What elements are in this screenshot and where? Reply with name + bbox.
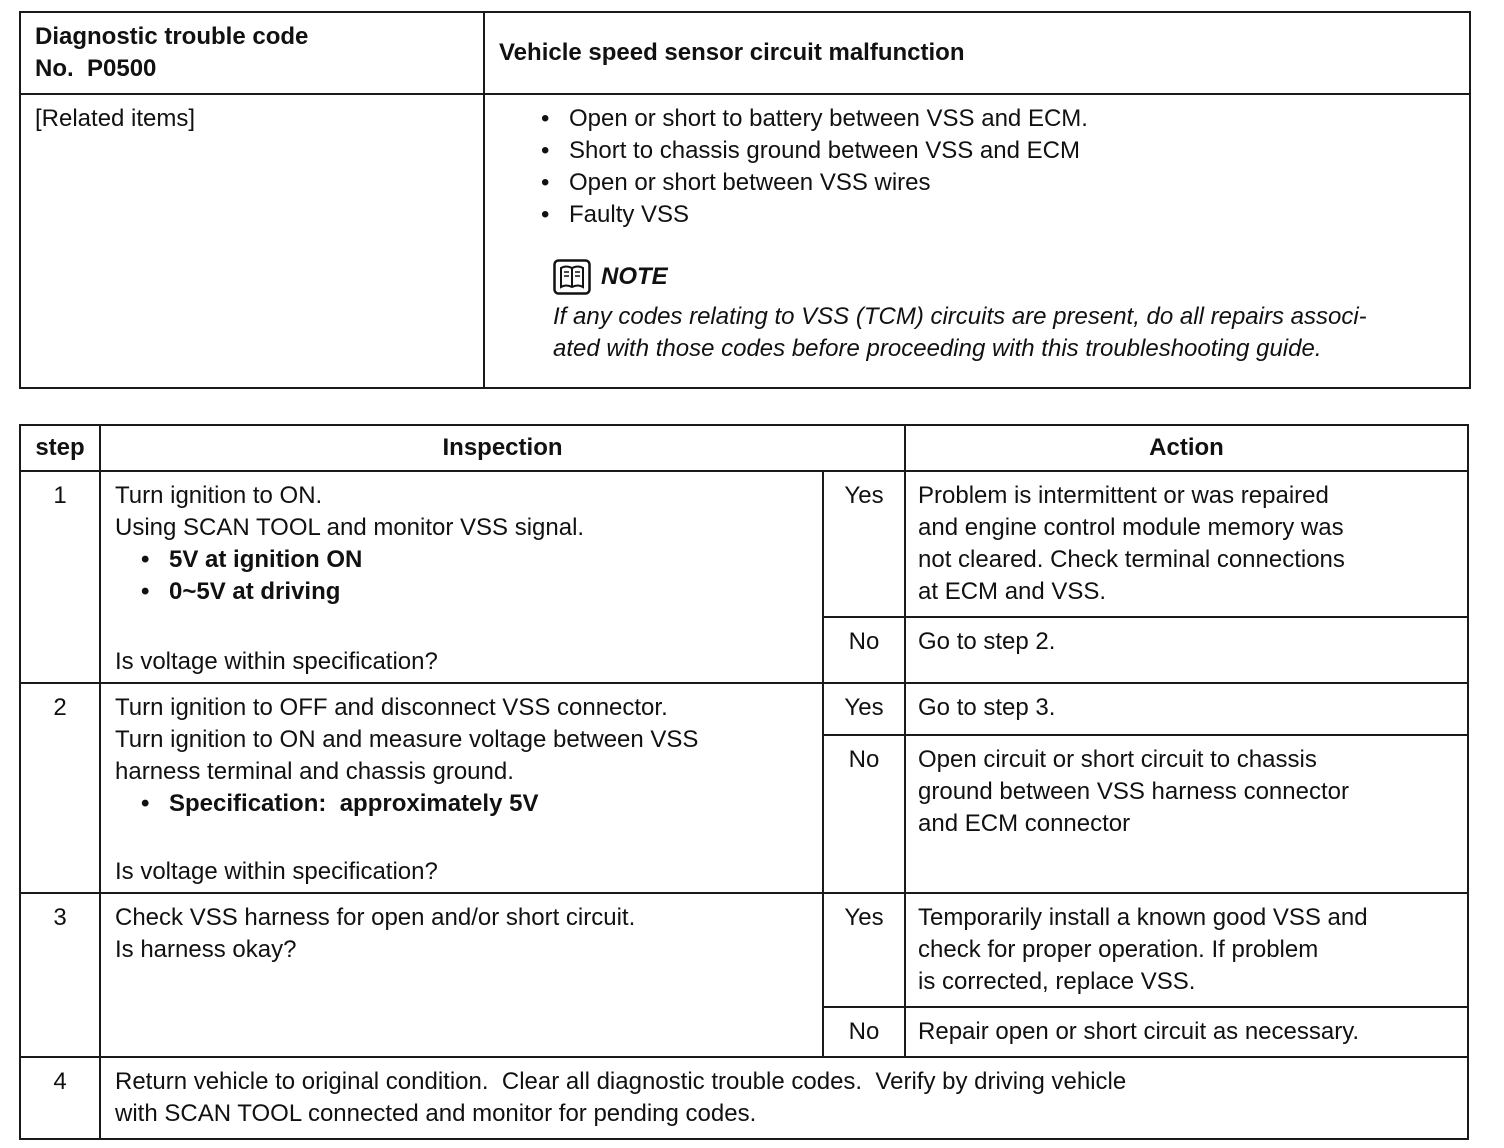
inspection-line: Turn ignition to OFF and disconnect VSS connector. (115, 694, 668, 721)
step-3-inspection (100, 893, 823, 1057)
action-line: ground between VSS harness connector (918, 777, 1349, 805)
inspection-line: harness terminal and chassis ground. (115, 758, 514, 785)
yes-action (905, 893, 1468, 1007)
book-icon (553, 259, 591, 295)
related-item: • Open or short between VSS wires (541, 167, 1455, 199)
yes-label: Yes (823, 471, 905, 617)
step-1-inspection (100, 471, 823, 683)
yes-action (905, 471, 1468, 617)
note-text-line-1: If any codes relating to VSS (TCM) circuits are present, do all repairs associ- (553, 303, 1367, 330)
step-number: 2 (20, 683, 100, 893)
yes-label: Yes (823, 683, 905, 735)
inspection-question: Is voltage within specification? (115, 858, 438, 885)
action-line: Repair open or short circuit as necessary. (918, 1018, 1360, 1045)
no-action (905, 735, 1468, 893)
action-line: Problem is intermittent or was repaired (918, 482, 1329, 509)
no-label: No (823, 1007, 905, 1057)
instruction-line: with SCAN TOOL connected and monitor for pending codes. (115, 1100, 757, 1127)
action-line: is corrected, replace VSS. (918, 968, 1196, 995)
no-label: No (823, 735, 905, 893)
step-number: 4 (20, 1057, 100, 1139)
spec-list (115, 788, 808, 820)
action-line: and ECM connector (918, 809, 1131, 837)
dtc-code-cell (20, 12, 484, 94)
action-line: Go to step 2. (918, 628, 1056, 655)
step-4-row (20, 1057, 1468, 1139)
step-4-instruction (100, 1057, 1468, 1139)
related-item: • Faulty VSS (541, 199, 1455, 231)
dtc-info-table (19, 11, 1471, 389)
action-line: Open circuit or short circuit to chassis (918, 745, 1317, 773)
note-title: NOTE (601, 263, 668, 290)
dtc-code: No. P0500 (35, 55, 157, 82)
no-label: No (823, 617, 905, 683)
spec-item: • 5V at ignition ON (141, 544, 808, 576)
action-line: not cleared. Check terminal connections (918, 546, 1345, 573)
spec-item: • Specification: approximately 5V (141, 788, 808, 820)
yes-label: Yes (823, 893, 905, 1007)
troubleshooting-table (19, 424, 1469, 1140)
step-3-yes-row (20, 893, 1468, 1007)
step-2-inspection (100, 683, 823, 893)
related-item: • Short to chassis ground between VSS and ECM (541, 135, 1455, 167)
no-action (905, 617, 1468, 683)
action-line: check for proper operation. If problem (918, 936, 1319, 963)
spec-item: • 0~5V at driving (141, 576, 808, 608)
step-2-yes-row (20, 683, 1468, 735)
table-header-row (20, 425, 1468, 471)
note-block (553, 257, 1455, 365)
related-items-list (499, 103, 1455, 231)
dtc-label: Diagnostic trouble code (35, 23, 309, 50)
step-number: 3 (20, 893, 100, 1057)
inspection-line: Is harness okay? (115, 936, 297, 963)
no-action (905, 1007, 1468, 1057)
spec-list (115, 544, 808, 608)
inspection-line: Using SCAN TOOL and monitor VSS signal. (115, 514, 585, 541)
header-action: Action (905, 425, 1468, 471)
inspection-line: Check VSS harness for open and/or short circuit. (115, 904, 636, 931)
step-1-yes-row (20, 471, 1468, 617)
header-step: step (20, 425, 100, 471)
related-items-label: [Related items] (20, 94, 484, 388)
related-items-row (20, 94, 1470, 388)
step-number: 1 (20, 471, 100, 683)
related-item: • Open or short to battery between VSS and ECM. (541, 103, 1455, 135)
action-line: and engine control module memory was (918, 514, 1344, 541)
action-line: at ECM and VSS. (918, 578, 1107, 605)
dtc-title: Vehicle speed sensor circuit malfunction (484, 12, 1470, 94)
inspection-line: Turn ignition to ON and measure voltage between VSS (115, 726, 699, 753)
action-line: Go to step 3. (918, 694, 1056, 721)
inspection-line: Turn ignition to ON. (115, 482, 323, 509)
instruction-line: Return vehicle to original condition. Clear all diagnostic trouble codes. Verify by driving vehicle (115, 1068, 1127, 1095)
related-items-cell (484, 94, 1470, 388)
yes-action (905, 683, 1468, 735)
note-text-line-2: ated with those codes before proceeding with this troubleshooting guide. (553, 335, 1322, 362)
header-inspection: Inspection (100, 425, 905, 471)
dtc-header-row (20, 12, 1470, 94)
inspection-question: Is voltage within specification? (115, 648, 438, 675)
action-line: Temporarily install a known good VSS and (918, 904, 1368, 931)
note-header (553, 257, 1455, 297)
